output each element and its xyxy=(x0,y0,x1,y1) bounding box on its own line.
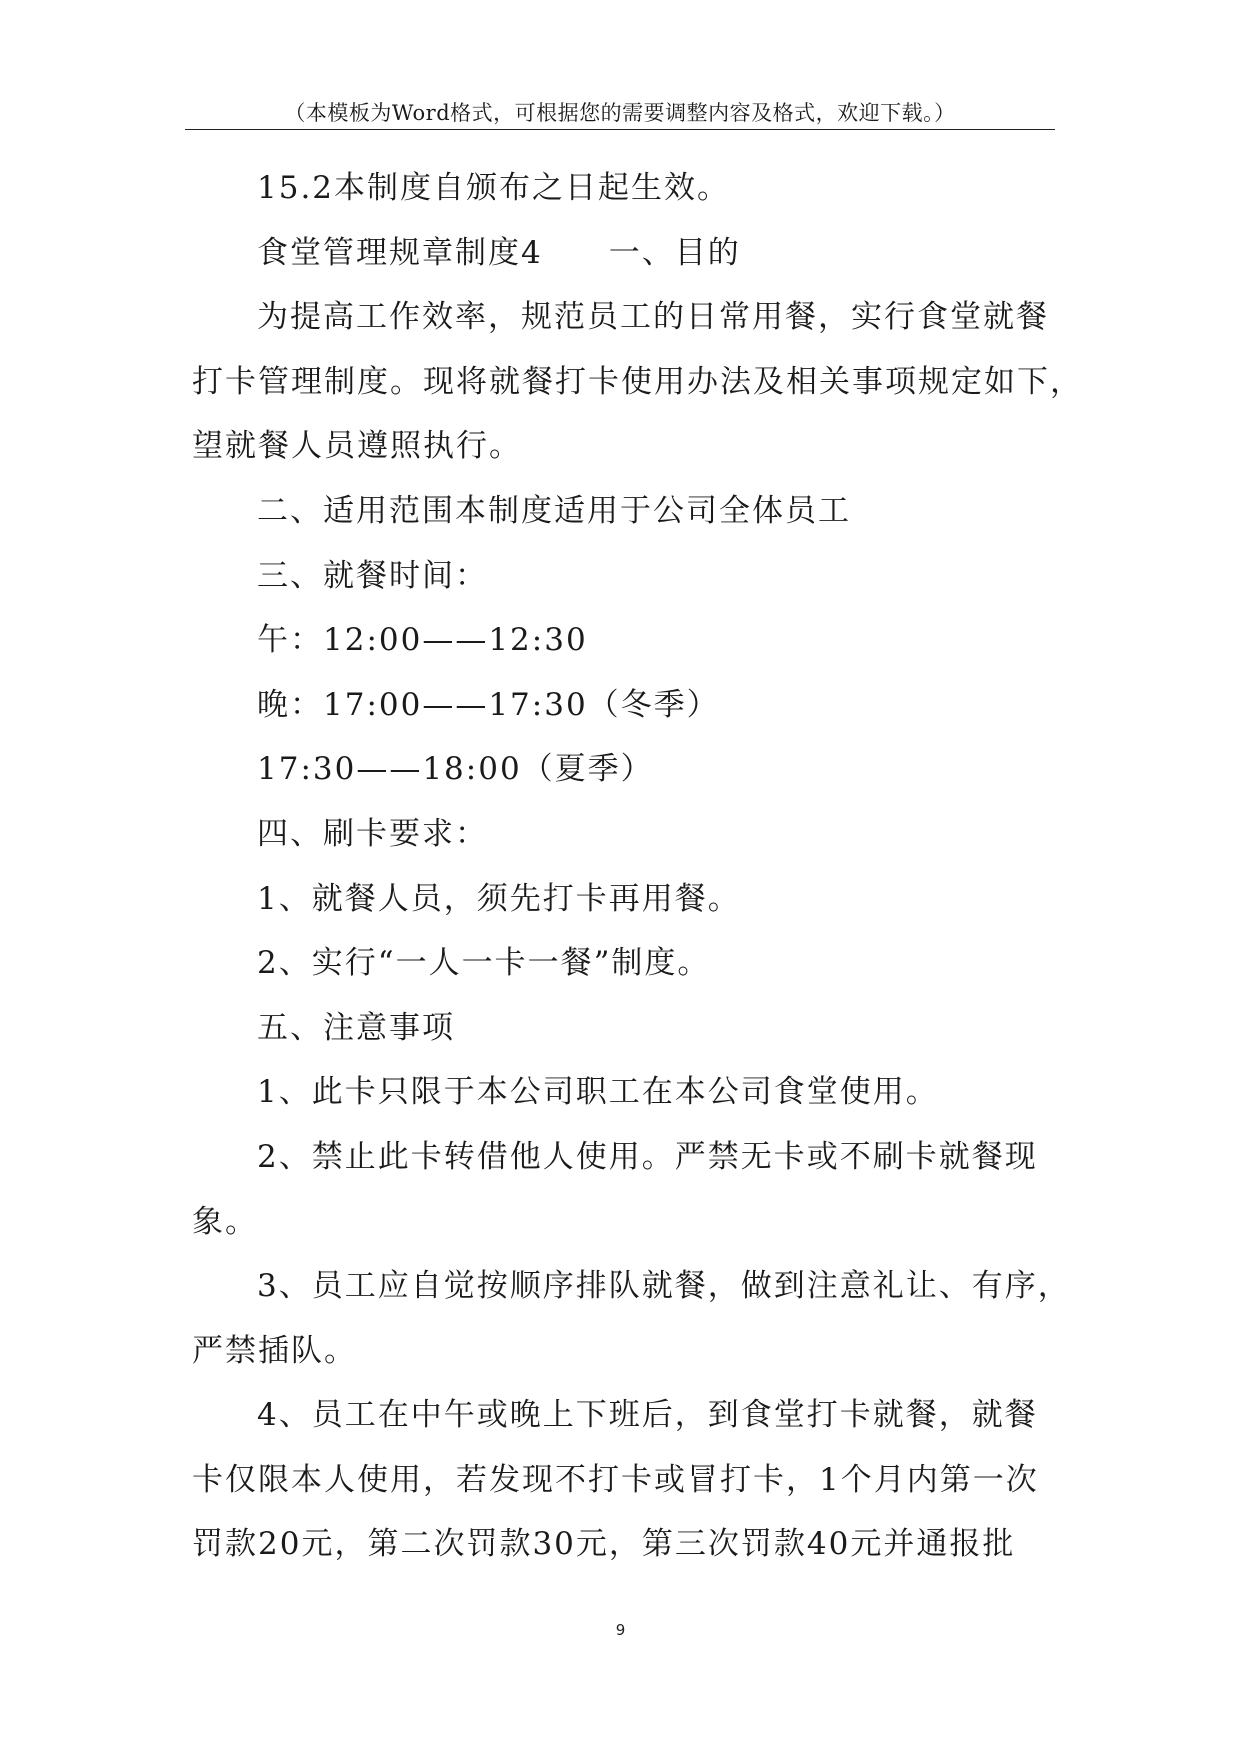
list-item-line: 4、员工在中午或晚上下班后，到食堂打卡就餐，就餐 xyxy=(257,1397,1038,1434)
section-heading: 五、注意事项 xyxy=(257,1009,455,1046)
section-heading: 四、刷卡要求： xyxy=(257,815,488,852)
section-heading: 一、目的 xyxy=(608,234,741,271)
list-item-line: 象。 xyxy=(192,1203,258,1240)
meal-time-dinner-winter: 晚：17:00——17:30（冬季） xyxy=(257,686,720,723)
list-item-line: 罚款20元，第二次罚款30元，第三次罚款40元并通报批 xyxy=(192,1526,1016,1563)
document-body xyxy=(192,156,1083,1577)
paragraph-line: 打卡管理制度。现将就餐打卡使用办法及相关事项规定如下， xyxy=(192,363,1083,400)
meal-time-dinner-summer: 17:30——18:00（夏季） xyxy=(257,751,654,788)
paragraph-line: 望就餐人员遵照执行。 xyxy=(192,428,522,465)
list-item: 1、就餐人员，须先打卡再用餐。 xyxy=(257,880,741,917)
header-divider xyxy=(185,129,1055,130)
paragraph: 15.2本制度自颁布之日起生效。 xyxy=(257,170,731,206)
page-header: （本模板为Word格式，可根据您的需要调整内容及格式，欢迎下载。） xyxy=(284,101,956,125)
document-title: 食堂管理规章制度4 xyxy=(257,234,543,271)
list-item: 1、此卡只限于本公司职工在本公司食堂使用。 xyxy=(257,1074,939,1111)
page-number: 9 xyxy=(615,1621,626,1639)
title-line xyxy=(192,221,1052,286)
list-item-line: 2、禁止此卡转借他人使用。严禁无卡或不刷卡就餐现 xyxy=(257,1138,1038,1175)
list-item-line: 卡仅限本人使用，若发现不打卡或冒打卡，1个月内第一次 xyxy=(192,1461,1039,1498)
list-item: 2、实行“一人一卡一餐”制度。 xyxy=(257,945,711,982)
meal-time-lunch: 午：12:00——12:30 xyxy=(257,622,588,659)
section-heading: 二、适用范围本制度适用于公司全体员工 xyxy=(257,492,851,529)
section-heading: 三、就餐时间： xyxy=(257,557,488,594)
list-item-line: 严禁插队。 xyxy=(192,1332,357,1369)
list-item-line: 3、员工应自觉按顺序排队就餐，做到注意礼让、有序， xyxy=(257,1268,1071,1305)
paragraph-line: 为提高工作效率，规范员工的日常用餐，实行食堂就餐 xyxy=(257,299,1049,336)
